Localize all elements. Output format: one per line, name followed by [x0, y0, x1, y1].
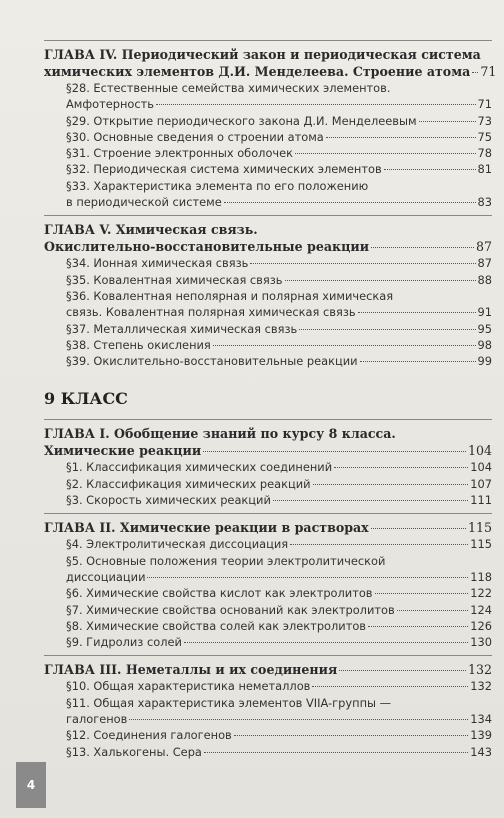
entry-text: §33. Характеристика элемента по его положению [66, 178, 369, 193]
entry-line [66, 585, 492, 601]
entry-line [66, 727, 492, 743]
entry-text: §4. Электролитическая диссоциация [66, 537, 289, 552]
chapter-line [44, 442, 492, 459]
entry-text: §7. Химические свойства оснований как электролитов [66, 602, 395, 617]
chapter-line [44, 425, 492, 442]
entry-line [66, 96, 492, 112]
chapter-heading [44, 661, 492, 678]
entry-page: 99 [477, 354, 492, 369]
entry-line [66, 634, 492, 650]
entry-page: 91 [477, 305, 492, 320]
dot-leader [204, 752, 468, 753]
chapter-divider [44, 215, 492, 216]
chapter-line [44, 519, 492, 536]
chapter-text: Химические реакции [44, 443, 202, 459]
entry-text: §32. Периодическая система химических элементов [66, 162, 382, 177]
entry-line [66, 536, 492, 552]
toc-entry [44, 727, 492, 743]
chapter-page: 115 [467, 520, 492, 536]
entry-text: §38. Степень окисления [66, 337, 211, 352]
entry-text: §34. Ионная химическая связь [66, 256, 249, 271]
entry-line [66, 678, 492, 694]
chapter-page: 71 [480, 64, 497, 79]
entry-text: §30. Основные сведения о строении атома [66, 129, 324, 144]
dot-leader [290, 544, 468, 545]
chapter-line [44, 221, 492, 238]
chapter-text: ГЛАВА II. Химические реакции в растворах [44, 520, 369, 536]
entry-page: 132 [470, 679, 492, 694]
entry-page: 115 [470, 537, 492, 552]
chapter-heading [44, 46, 497, 80]
dot-leader [326, 137, 476, 138]
dot-leader [213, 345, 476, 346]
grade-8-section [44, 40, 497, 369]
dot-leader [224, 202, 476, 203]
entry-text: §37. Металлическая химическая связь [66, 321, 298, 336]
entry-text: §3. Скорость химических реакций [66, 493, 271, 508]
chapter-text: ГЛАВА I. Обобщение знаний по курсу 8 класса. [44, 426, 396, 442]
entry-page: 130 [470, 635, 492, 650]
toc-entry [44, 585, 492, 601]
entry-page: 71 [477, 97, 492, 112]
dot-leader [129, 719, 468, 720]
entry-text: Амфотерность [66, 97, 154, 112]
entry-text: §9. Гидролиз солей [66, 635, 182, 650]
toc-entry [44, 272, 492, 288]
entry-line [66, 459, 492, 475]
dot-leader [285, 280, 476, 281]
dot-leader [371, 247, 474, 248]
entry-text: §2. Классификация химических реакций [66, 476, 311, 491]
entry-line [66, 255, 492, 271]
dot-leader [156, 104, 476, 105]
entry-line [66, 618, 492, 634]
chapter-text: химических элементов Д.И. Менделеева. Строение атома [44, 64, 471, 79]
entry-page: 118 [470, 569, 492, 584]
chapter-divider [44, 40, 492, 41]
toc-entry [44, 618, 492, 634]
entry-line [66, 80, 492, 96]
dot-leader [184, 642, 468, 643]
dot-leader [299, 329, 475, 330]
grade-heading: 9 КЛАСС [44, 389, 128, 409]
toc-entry [44, 678, 492, 694]
chapter-page: 132 [467, 662, 492, 678]
entry-line [66, 145, 492, 161]
entry-text: §39. Окислительно-восстановительные реакции [66, 354, 358, 369]
entry-page: 98 [477, 337, 492, 352]
entry-line [66, 553, 492, 569]
chapter-heading [44, 519, 492, 536]
entry-text: диссоциации [66, 569, 146, 584]
toc-entry [44, 744, 492, 760]
entry-line [66, 353, 492, 369]
toc-entry [44, 255, 492, 271]
chapter-text: Окислительно-восстановительные реакции [44, 239, 370, 255]
entry-line [66, 288, 492, 304]
entry-page: 73 [477, 113, 492, 128]
toc-entry [44, 353, 492, 369]
entry-line [66, 744, 492, 760]
dot-leader [384, 169, 476, 170]
entry-page: 107 [470, 476, 492, 491]
entry-page: 75 [477, 129, 492, 144]
entry-line [66, 492, 492, 508]
entry-text: §10. Общая характеристика неметаллов [66, 679, 311, 694]
dot-leader [368, 626, 468, 627]
entry-text: §29. Открытие периодического закона Д.И. Менделеевым [66, 113, 417, 128]
toc-entry [44, 695, 492, 728]
dot-leader [397, 610, 469, 611]
entry-text: §5. Основные положения теории электролитической [66, 553, 386, 568]
entry-page: 88 [477, 272, 492, 287]
toc-entry [44, 536, 492, 552]
dot-leader [472, 72, 478, 73]
dot-leader [371, 528, 466, 529]
chapter-heading [44, 425, 492, 459]
chapter-line [44, 238, 492, 255]
entry-page: 143 [470, 744, 492, 759]
dot-leader [203, 451, 466, 452]
entry-line [66, 178, 492, 194]
dot-leader [273, 500, 468, 501]
entry-text: §13. Халькогены. Сера [66, 744, 202, 759]
entry-line [66, 337, 492, 353]
dot-leader [312, 686, 468, 687]
chapter-text: ГЛАВА V. Химическая связь. [44, 222, 258, 238]
entry-line [66, 476, 492, 492]
entry-line [66, 194, 492, 210]
chapter-text: ГЛАВА III. Неметаллы и их соединения [44, 662, 338, 678]
chapter-text: ГЛАВА IV. Периодический закон и периодическая система [44, 47, 481, 62]
entry-page: 81 [477, 162, 492, 177]
dot-leader [360, 361, 476, 362]
entry-page: 83 [477, 195, 492, 210]
entry-line [66, 602, 492, 618]
table-of-contents [44, 40, 497, 760]
chapter-divider [44, 419, 492, 420]
page-number: 4 [16, 762, 46, 808]
chapter-page: 104 [467, 443, 492, 459]
entry-text: §36. Ковалентная неполярная и полярная химическая [66, 288, 394, 303]
entry-line [66, 304, 492, 320]
toc-entry [44, 113, 492, 129]
entry-page: 87 [477, 256, 492, 271]
entry-page: 126 [470, 618, 492, 633]
entry-text: §28. Естественные семейства химических элементов. [66, 81, 391, 95]
toc-entry [44, 321, 492, 337]
grade-9-section [44, 419, 492, 759]
dot-leader [375, 593, 469, 594]
chapter-divider [44, 513, 492, 514]
dot-leader [313, 484, 469, 485]
entry-page: 95 [477, 321, 492, 336]
dot-leader [334, 467, 468, 468]
toc-entry [44, 288, 492, 321]
toc-entry [44, 492, 492, 508]
entry-page: 139 [470, 728, 492, 743]
entry-text: §6. Химические свойства кислот как электролитов [66, 586, 373, 601]
entry-text: §11. Общая характеристика элементов VIIA-группы — [66, 695, 392, 710]
toc-entry [44, 80, 492, 113]
entry-page: 122 [470, 586, 492, 601]
toc-entry [44, 459, 492, 475]
dot-leader [147, 577, 468, 578]
entry-line [66, 129, 492, 145]
entry-line [66, 272, 492, 288]
entry-page: 78 [477, 146, 492, 161]
entry-line [66, 711, 492, 727]
chapter-line [44, 661, 492, 678]
entry-line [66, 569, 492, 585]
toc-entry [44, 129, 492, 145]
entry-page: 124 [470, 602, 492, 617]
chapter-divider [44, 655, 492, 656]
entry-text: §35. Ковалентная химическая связь [66, 272, 283, 287]
dot-leader [295, 153, 475, 154]
toc-entry [44, 476, 492, 492]
entry-line [66, 695, 492, 711]
toc-entry [44, 602, 492, 618]
entry-page: 111 [470, 493, 492, 508]
entry-page: 104 [470, 460, 492, 475]
entry-line [66, 113, 492, 129]
entry-text: галогенов [66, 712, 128, 727]
dot-leader [234, 735, 468, 736]
toc-entry [44, 553, 492, 586]
entry-text: §8. Химические свойства солей как электролитов [66, 618, 367, 633]
entry-text: в периодической системе [66, 195, 222, 210]
chapter-line [44, 46, 492, 63]
entry-text: §31. Строение электронных оболочек [66, 146, 294, 161]
toc-entry [44, 161, 492, 177]
dot-leader [339, 670, 466, 671]
toc-entry [44, 337, 492, 353]
toc-entry [44, 178, 492, 211]
dot-leader [358, 312, 476, 313]
entry-text: §12. Соединения галогенов [66, 728, 232, 743]
toc-entry [44, 145, 492, 161]
entry-line [66, 321, 492, 337]
toc-entry [44, 634, 492, 650]
chapter-heading [44, 221, 492, 255]
entry-text: §1. Классификация химических соединений [66, 460, 333, 475]
chapter-page: 87 [475, 239, 492, 255]
dot-leader [419, 121, 476, 122]
chapter-line [44, 63, 497, 80]
entry-page: 134 [470, 712, 492, 727]
dot-leader [250, 263, 475, 264]
entry-text: связь. Ковалентная полярная химическая связь [66, 305, 356, 320]
entry-line [66, 161, 492, 177]
